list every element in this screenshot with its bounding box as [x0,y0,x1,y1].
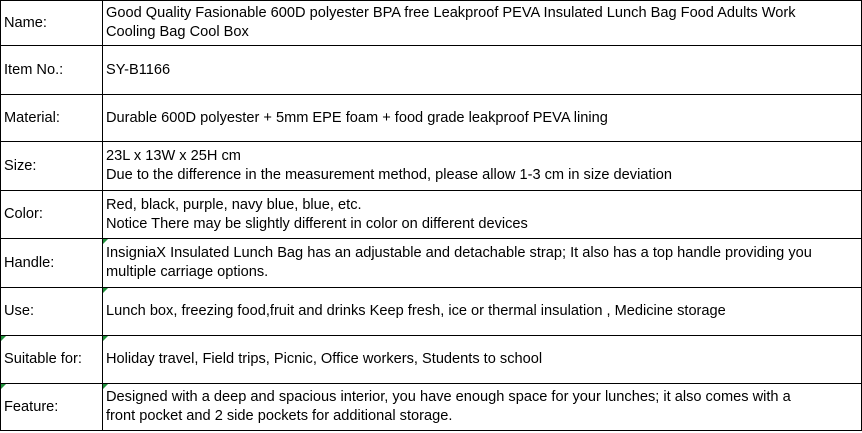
label-feature-text: Feature: [4,398,59,415]
comment-indicator-icon [103,288,108,293]
table-row-color [1,191,862,239]
table-row-feature [1,384,862,431]
comment-indicator-icon [1,336,6,341]
label-feature [1,384,103,431]
label-use: Use: [1,288,103,336]
value-name [103,1,862,46]
value-feature-line-1: Designed with a deep and spacious interior, you have enough space for your lunches; it also comes with a [106,389,791,405]
value-item-no [103,46,862,95]
comment-indicator-icon [103,239,108,244]
comment-indicator-icon [1,384,6,389]
table-row-size [1,142,862,191]
value-name-line-1: Good Quality Fasionable 600D polyester BPA free Leakproof PEVA Insulated Lunch Bag Food Adults Work [106,5,796,21]
comment-indicator-icon [103,336,108,341]
value-use [103,288,862,336]
label-size: Size: [1,142,103,191]
label-material: Material: [1,95,103,142]
table-row-name [1,1,862,46]
value-suitable-for-line-1: Holiday travel, Field trips, Picnic, Office workers, Students to school [106,351,543,367]
table-row-use [1,288,862,336]
table-row-handle [1,239,862,288]
table-row-suitable-for [1,336,862,384]
value-color-line-1: Red, black, purple, navy blue, blue, etc. [106,196,362,213]
label-handle: Handle: [1,239,103,288]
label-suitable-for-text: Suitable for: [4,351,82,367]
value-handle-line-1: InsigniaX Insulated Lunch Bag has an adjustable and detachable strap; It also has a top handle providing you [106,245,812,261]
value-handle [103,239,862,288]
value-item-no-line-1: SY-B1166 [106,61,171,78]
value-use-line-1: Lunch box, freezing food,fruit and drinks Keep fresh, ice or thermal insulation , Medicine storage [106,303,726,319]
value-color-line-2: Notice There may be slightly different in color on different devices [106,215,528,232]
value-color [103,191,862,239]
value-size-line-2: Due to the difference in the measurement method, please allow 1-3 cm in size deviation [106,167,672,183]
value-material-line-1: Durable 600D polyester + 5mm EPE foam + food grade leakproof PEVA lining [106,109,608,126]
value-name-line-2: Cooling Bag Cool Box [106,24,249,40]
value-handle-line-2: multiple carriage options. [106,264,269,280]
table-row-item-no [1,46,862,95]
label-item-no: Item No.: [1,46,103,95]
value-size-line-1: 23L x 13W x 25H cm [106,148,241,164]
comment-indicator-icon [103,384,108,389]
value-feature-line-2: front pocket and 2 side pockets for additional storage. [106,408,453,424]
value-feature [103,384,862,431]
label-color: Color: [1,191,103,239]
label-suitable-for [1,336,103,384]
value-material [103,95,862,142]
value-size [103,142,862,191]
value-suitable-for [103,336,862,384]
table-row-material [1,95,862,142]
label-name: Name: [1,1,103,46]
